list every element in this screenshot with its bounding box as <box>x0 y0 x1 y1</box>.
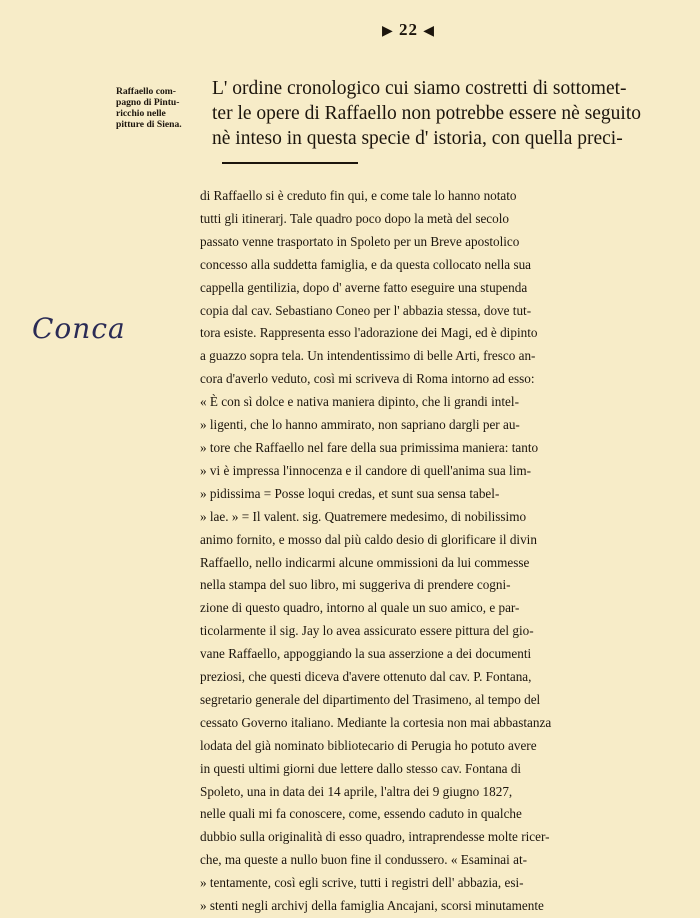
body-line: che, ma queste a nullo buon fine il condussero. « Esaminai at- <box>200 852 528 868</box>
body-line: lodata del già nominato bibliotecario di Perugia ho potuto avere <box>200 737 537 753</box>
body-line: cappella gentilizia, dopo d' averne fatto eseguire una stupenda <box>200 279 528 295</box>
body-line: in questi ultimi giorni due lettere dallo stesso cav. Fontana di <box>200 760 522 776</box>
intro-paragraph <box>212 76 678 151</box>
body-line: segretario generale del dipartimento del Trasimeno, al tempo del <box>200 691 541 707</box>
body-line: preziosi, che questi diceva d'avere ottenuto dal cav. P. Fontana, <box>200 669 532 685</box>
intro-line: ter le opere di Raffaello non potrebbe essere nè seguito <box>212 103 642 124</box>
margin-note-line: ricchio nelle <box>116 108 166 119</box>
footnote-body <box>200 185 670 918</box>
handwritten-annotation: Conca <box>32 312 126 345</box>
body-line: » lae. » = Il valent. sig. Quatremere medesimo, di nobilissimo <box>200 508 527 524</box>
page-number-header <box>382 20 435 40</box>
body-line: copia dal cav. Sebastiano Coneo per l' abbazia stessa, dove tut- <box>200 302 532 318</box>
body-line: passato venne trasportato in Spoleto per un Breve apostolico <box>200 233 520 249</box>
body-line: dubbio sulla originalità di esso quadro, intraprendesse molte ricer- <box>200 829 550 845</box>
body-line: cessato Governo italiano. Mediante la cortesia non mai abbastanza <box>200 714 552 730</box>
body-line: a guazzo sopra tela. Un intendentissimo di belle Arti, fresco an- <box>200 348 536 364</box>
intro-line: nè inteso in questa specie d' istoria, con quella preci- <box>212 128 623 149</box>
body-line: » tore che Raffaello nel fare della sua primissima maniera: tanto <box>200 439 539 455</box>
body-line: nella stampa del suo libro, mi suggeriva di prendere cogni- <box>200 577 511 593</box>
body-line: zione di questo quadro, intorno al quale un suo amico, e par- <box>200 600 520 616</box>
page-number: 22 <box>399 20 419 39</box>
right-ornament-icon: ◀ <box>423 24 436 39</box>
body-line: » vi è impressa l'innocenza e il candore di quell'anima sua lim- <box>200 462 532 478</box>
body-line: cora d'averlo veduto, così mi scriveva di Roma intorno ad esso: <box>200 371 535 387</box>
body-line: » tentamente, così egli scrive, tutti i registri dell' abbazia, esi- <box>200 875 524 891</box>
intro-line: L' ordine cronologico cui siamo costretti di sottomet- <box>212 78 627 99</box>
body-line: Raffaello, nello indicarmi alcune ommissioni da lui commesse <box>200 554 530 570</box>
body-line: » ligenti, che lo hanno ammirato, non sapriano dargli per au- <box>200 417 520 433</box>
margin-note-line: pagno di Pintu- <box>116 97 180 108</box>
body-line: » pidissima = Posse loqui credas, et sunt sua sensa tabel- <box>200 485 500 501</box>
body-line: nelle quali mi fa conoscere, come, essendo caduto in qualche <box>200 806 522 822</box>
body-line: animo fornito, e mosso dal più caldo desio di glorificare il divin <box>200 531 537 547</box>
body-line: vane Raffaello, appoggiando la sua asserzione a dei documenti <box>200 646 532 662</box>
body-line: « È con sì dolce e nativa maniera dipinto, che li grandi intel- <box>200 394 519 410</box>
body-line: » stenti negli archivj della famiglia Ancajani, scorsi minutamente <box>200 898 544 914</box>
margin-note-line: Raffaello com- <box>116 86 176 97</box>
margin-note-line: pitture di Siena. <box>116 119 182 130</box>
body-line: tutti gli itinerarj. Tale quadro poco dopo la metà del secolo <box>200 210 510 226</box>
body-line: ticolarmente il sig. Jay lo avea assicurato essere pittura del gio- <box>200 623 534 639</box>
body-line: di Raffaello si è creduto fin qui, e come tale lo hanno notato <box>200 188 517 203</box>
body-line: concesso alla suddetta famiglia, e da questa collocato nella sua <box>200 256 532 272</box>
footnote-divider <box>222 162 358 164</box>
left-ornament-icon: ▶ <box>382 24 394 39</box>
margin-note <box>116 86 208 130</box>
body-line: tora esiste. Rappresenta esso l'adorazione dei Magi, ed è dipinto <box>200 325 538 341</box>
body-line: Spoleto, una in data dei 14 aprile, l'altra dei 9 giugno 1827, <box>200 783 513 799</box>
